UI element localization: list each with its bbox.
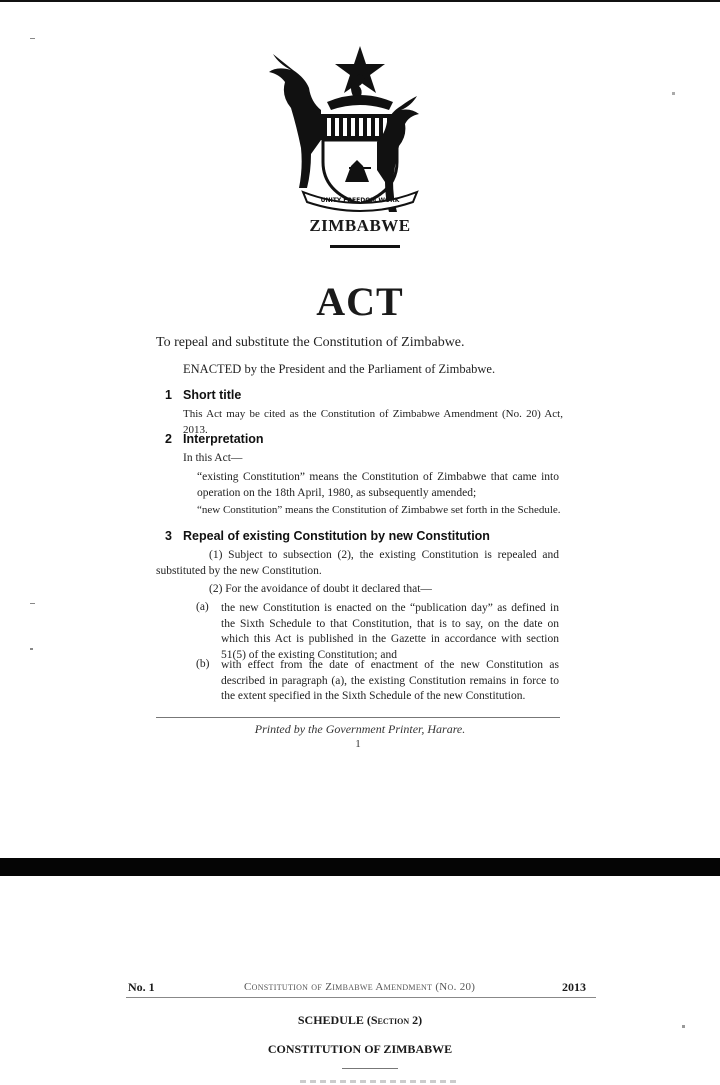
enacting-formula: ENACTED by the President and the Parliament of Zimbabwe. (183, 362, 496, 376)
running-title: Constitution of Zimbabwe Amendment (No. 20) (244, 981, 476, 993)
scan-page-separator (0, 858, 720, 876)
section-text: This Act may be cited as the Constitution of Zimbabwe Amendment (No. 20) Act, 2013. (183, 408, 563, 436)
title-divider (330, 245, 400, 248)
schedule-heading (0, 1013, 720, 1028)
footer-divider (156, 717, 560, 718)
scan-speck (672, 92, 675, 95)
scan-speck (30, 648, 33, 650)
schedule-label: SCHEDULE (297, 1013, 364, 1027)
top-border-line (0, 0, 720, 2)
section-number: 1 (165, 388, 172, 402)
faint-bleed-through (300, 1080, 460, 1083)
schedule-reference: (Section 2) (366, 1013, 423, 1027)
svg-text:UNITY FREEDOM WORK: UNITY FREEDOM WORK (320, 197, 400, 204)
paragraph-label: (a) (196, 601, 209, 613)
definition-new-constitution: “new Constitution” means the Constitution of Zimbabwe set forth in the Schedule. (197, 504, 561, 516)
section-heading: Interpretation (183, 432, 264, 446)
paragraph-b: with effect from the date of enactment of the new Constitution as described in paragraph (a), the existing Constitution remains in force to the extent specified in the Sixth Schedule of the new Constitution. (221, 659, 559, 702)
section-number: 2 (165, 432, 172, 446)
definition-existing-constitution: “existing Constitution” means the Constitution of Zimbabwe that came into operation on the 18th April, 1980, as subsequently amended; (197, 471, 559, 499)
section-heading: Repeal of existing Constitution by new Constitution (183, 529, 490, 543)
coat-of-arms-icon (265, 42, 425, 214)
section-intro: In this Act— (183, 452, 243, 464)
printer-imprint: Printed by the Government Printer, Harare. (254, 722, 466, 736)
page-number: 1 (355, 738, 361, 750)
long-title: To repeal and substitute the Constitution of Zimbabwe. (156, 335, 465, 350)
section-heading: Short title (183, 388, 242, 402)
scan-speck (30, 38, 35, 39)
constitution-title: CONSTITUTION OF ZIMBABWE (267, 1042, 453, 1056)
header-divider (126, 997, 596, 998)
subsection-1: (1) Subject to subsection (2), the existing Constitution is repealed and substituted by the new Constitution. (156, 549, 559, 577)
year: 2013 (562, 980, 586, 994)
gazette-number: No. 1 (128, 980, 155, 994)
subsection-2: (2) For the avoidance of doubt it declared that— (209, 583, 432, 595)
section-number: 3 (165, 529, 172, 543)
scan-speck (30, 603, 35, 604)
paragraph-a: the new Constitution is enacted on the “publication day” as defined in the Sixth Schedule to that Constitution, that is to say, on the date on which this Act is published in the Gazette in accordance with section 51(5) of the existing Constitution; and (221, 602, 559, 661)
constitution-divider (342, 1068, 398, 1069)
paragraph-label: (b) (196, 658, 210, 670)
act-title: ACT (316, 279, 404, 324)
country-name: ZIMBABWE (309, 216, 411, 235)
